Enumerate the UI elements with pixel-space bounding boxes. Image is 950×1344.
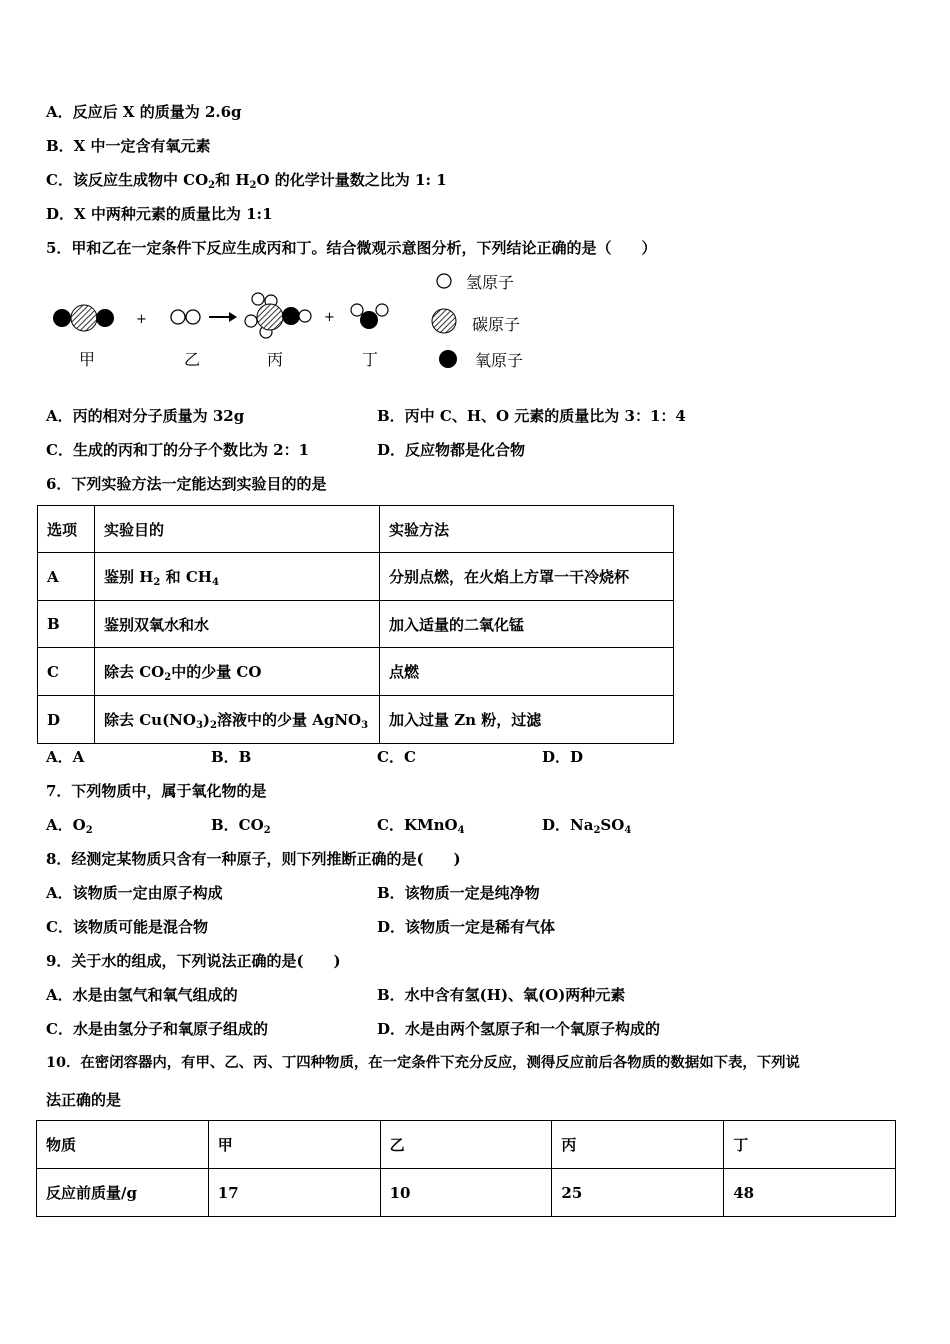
q5-stem: 5．甲和乙在一定条件下反应生成丙和丁。结合微观示意图分析，下列结论正确的是（ ）: [46, 239, 657, 257]
q10-table: [36, 1120, 896, 1217]
q10-stem-line1: 10．在密闭容器内，有甲、乙、丙、丁四种物质，在一定条件下充分反应，测得反应前后各物质的数据如下表，下列说: [46, 1054, 800, 1071]
table-cell: D: [38, 696, 95, 744]
q7-stem: 7．下列物质中，属于氧化物的是: [46, 782, 267, 800]
table-cell: 除去 $Cu(NO_3)_2$溶液中的少量 AgNO$_3$: [95, 696, 380, 744]
table-cell: 17: [208, 1169, 380, 1217]
q5-option-a: A．丙的相对分子质量为 32g: [46, 407, 245, 425]
q9-option-d: D．水是由两个氢原子和一个氧原子构成的: [377, 1020, 661, 1038]
q7-option-c: C．KMnO$_4$: [377, 816, 465, 836]
q9-option-c: C．水是由氢分子和氧原子组成的: [46, 1020, 268, 1038]
table-cell: 鉴别双氧水和水: [95, 601, 380, 648]
table-header-row: [37, 1121, 896, 1169]
svg-text:+: +: [324, 310, 335, 325]
molecule-diagram: [46, 268, 466, 368]
legend-oxygen-label: 氧原子: [475, 351, 524, 370]
table-cell: A: [38, 553, 95, 601]
q6-answer-a: A．A: [46, 748, 85, 766]
label-jia: 甲: [79, 350, 96, 369]
reaction-arrow: [209, 312, 237, 322]
table-row: [38, 553, 674, 601]
table-header-cell: 物质: [37, 1121, 209, 1169]
table-cell: 48: [724, 1169, 896, 1217]
table-cell: C: [38, 648, 95, 696]
table-row: [38, 696, 674, 744]
q6-stem: 6．下列实验方法一定能达到实验目的的是: [46, 475, 327, 493]
q9-stem: 9．关于水的组成，下列说法正确的是( ): [46, 952, 341, 970]
q8-option-a: A．该物质一定由原子构成: [46, 884, 223, 902]
legend-hydrogen-label: 氢原子: [466, 273, 515, 292]
q8-option-c: C．该物质可能是混合物: [46, 918, 208, 936]
table-cell: 除去 $CO_2$中的少量 CO: [95, 648, 380, 696]
table-cell: 加入过量 Zn 粉，过滤: [380, 696, 674, 744]
q6-table: [37, 505, 674, 744]
table-cell: B: [38, 601, 95, 648]
table-row: [37, 1169, 896, 1217]
legend-oxygen-icon: [439, 350, 457, 368]
table-header-cell: 丁: [724, 1121, 896, 1169]
q6-answer-d: D．D: [542, 748, 584, 766]
table-header-row: [38, 506, 674, 553]
table-cell: 反应前质量/g: [37, 1169, 209, 1217]
q7-option-a: A．$O_2$: [46, 816, 93, 836]
table-header-cell: 实验方法: [380, 506, 674, 553]
table-header-cell: 乙: [380, 1121, 552, 1169]
q10-stem-line2: 法正确的是: [46, 1091, 122, 1109]
q9-option-b: B．水中含有氢(H)、氧(O)两种元素: [377, 986, 626, 1004]
q8-stem: 8．经测定某物质只含有一种原子，则下列推断正确的是( ): [46, 850, 461, 868]
q6-answer-b: B．B: [211, 748, 252, 766]
q4-option-b: B．X 中一定含有氧元素: [46, 137, 211, 155]
table-header-cell: 选项: [38, 506, 95, 553]
q5-option-c: C．生成的丙和丁的分子个数比为 2：1: [46, 441, 310, 459]
legend-carbon-icon: [432, 309, 456, 333]
table-cell: 分别点燃，在火焰上方罩一干冷烧杯: [380, 553, 674, 601]
table-cell: 10: [380, 1169, 552, 1217]
label-ding: 丁: [362, 350, 379, 369]
table-cell: 25: [552, 1169, 724, 1217]
table-cell: 加入适量的二氧化锰: [380, 601, 674, 648]
table-header-cell: 丙: [552, 1121, 724, 1169]
q7-option-d: D．$Na_2SO_4$: [542, 816, 632, 836]
q7-option-b: B．$CO_2$: [211, 816, 271, 836]
q5-option-b: B．丙中 C、H、O 元素的质量比为 3：1：4: [377, 407, 686, 425]
q9-option-a: A．水是由氢气和氧气组成的: [46, 986, 238, 1004]
legend-hydrogen-icon: [437, 274, 451, 288]
q6-answer-c: C．C: [377, 748, 416, 766]
q5-option-d: D．反应物都是化合物: [377, 441, 526, 459]
table-row: [38, 601, 674, 648]
molecule-ding: [351, 304, 388, 329]
q4-option-c: C．该反应生成物中 $CO_2$和 $H_2O$ 的化学计量数之比为 1: 1: [46, 171, 447, 191]
table-header-cell: 实验目的: [95, 506, 380, 553]
q4-option-d: D．X 中两种元素的质量比为 1:1: [46, 205, 273, 223]
legend-carbon-label: 碳原子: [472, 315, 521, 334]
svg-text:+: +: [136, 312, 147, 327]
molecule-yi: [171, 310, 200, 324]
table-cell: 鉴别 $H_2$ 和 $CH_4$: [95, 553, 380, 601]
molecule-bing: [245, 293, 311, 338]
table-header-cell: 甲: [208, 1121, 380, 1169]
table-row: [38, 648, 674, 696]
molecule-jia: [53, 305, 114, 331]
table-cell: 点燃: [380, 648, 674, 696]
label-yi: 乙: [184, 350, 201, 369]
q4-option-a: A．反应后 X 的质量为 2.6g: [46, 103, 242, 121]
q8-option-b: B．该物质一定是纯净物: [377, 884, 540, 902]
q8-option-d: D．该物质一定是稀有气体: [377, 918, 556, 936]
label-bing: 丙: [267, 350, 284, 369]
